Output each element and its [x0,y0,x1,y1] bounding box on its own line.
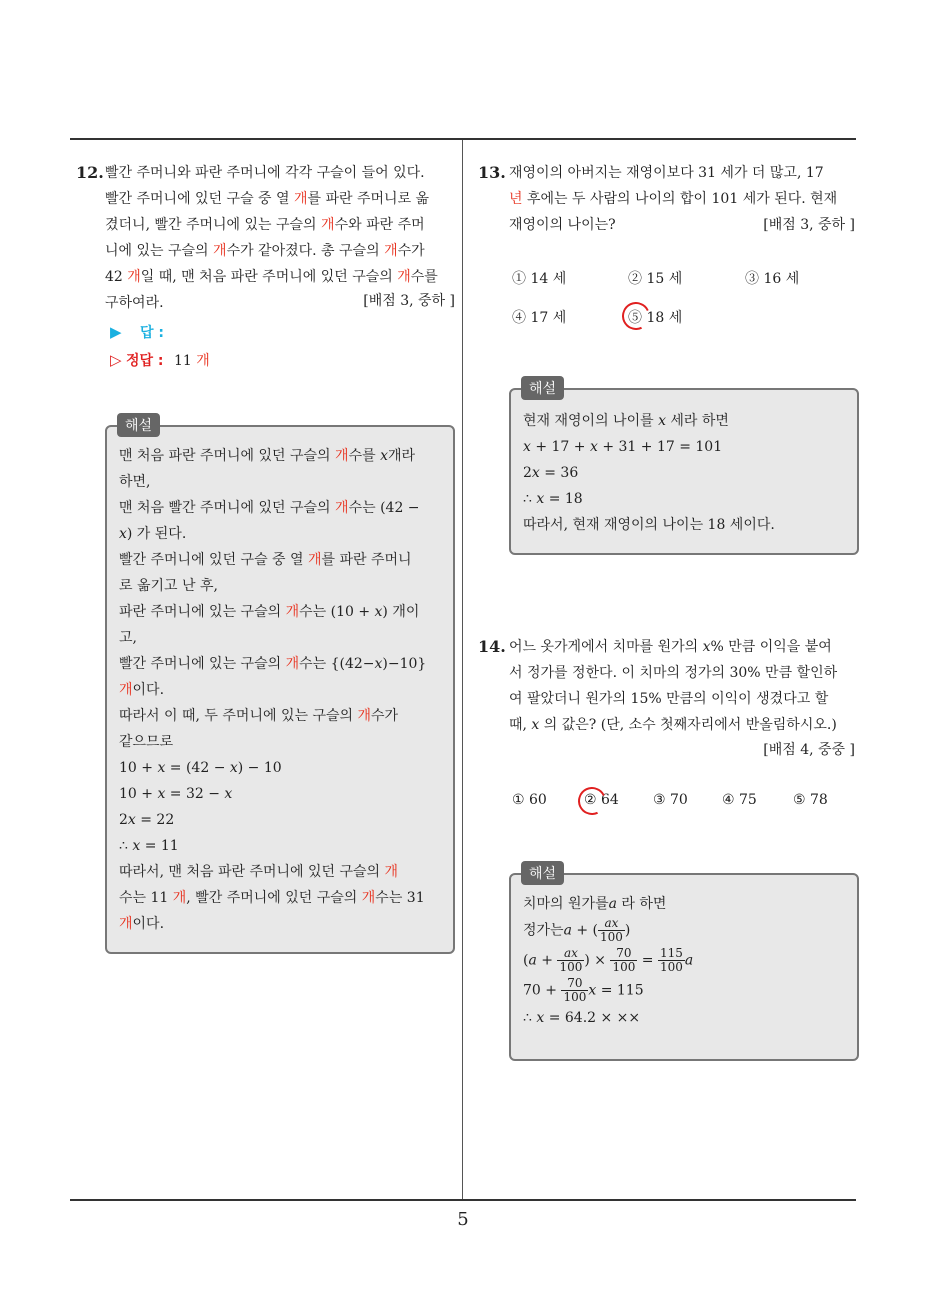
q12-score: [배점 3, 중하 ] [363,293,455,309]
q13-option-2[interactable]: ② 15 세 [628,271,683,287]
fraction: $\frac{115}{100}$ [660,946,683,974]
top-rule [70,138,856,140]
q13-score: [배점 3, 중하 ] [763,217,855,233]
highlight-text: 개 [285,656,300,672]
highlight-text: 개 [357,708,371,724]
text-line [509,160,857,186]
q14-option-1[interactable]: ① 60 [512,792,547,808]
text-line [509,660,859,686]
text-segment: 빨간 주머니와 파란 주머니에 각각 구슬이 들어 있다. [105,165,425,181]
explain-line: 정가는𝑎 + ( $\frac{\text{𝑎𝑥}}{100}$ ) [523,916,631,944]
q12-answer-row [110,322,164,342]
text-segment: 10 + 𝑥 = (42 − 𝑥) − 10 [119,760,282,776]
text-segment: 수와 파란 주머 [334,217,425,233]
correct-value: 11 개 [173,353,210,369]
text-segment: 수가 [397,243,425,259]
explain-line: 치마의 원가를𝑎 라 하면 [523,896,667,912]
highlight-text: 개 [384,243,398,259]
q13-option-3[interactable]: ③ 16 세 [745,271,800,287]
text-segment: 수가 같아졌다. 총 구슬의 [226,243,385,259]
explanation-title: 해설 [521,376,564,400]
text-segment: 같으므로 [119,734,174,750]
q12-explanation-text [119,443,441,937]
text-segment: 어느 옷가게에서 치마를 원가의 𝑥% 만큼 이익을 붙여 [509,639,832,655]
q13-explanation-text [523,408,845,538]
text-line [523,486,845,512]
text-segment: 구하여라. [105,295,164,311]
highlight-text: 개 [119,682,133,698]
highlight-text: 개 [294,191,308,207]
q13-explanation-box [509,381,859,555]
text-segment: 파란 주머니에 있는 구슬의 [119,604,286,620]
fraction: $\frac{70}{100}$ [612,946,636,974]
text-line [523,408,845,434]
answer-circle-mark [574,783,610,819]
text-line [119,677,441,703]
text-line [119,625,441,651]
text-segment: ∴ 𝑥 = 11 [119,838,179,854]
explain-line: (𝑎 + $\frac{\text{𝑎𝑥}}{100}$ ) × $\frac{70}{100}$ = $\frac{115}{100}$ 𝑎 [523,946,694,974]
highlight-text: 개 [308,552,322,568]
text-segment: 현재 재영이의 나이를 𝑥 세라 하면 [523,413,729,429]
text-segment: , 빨간 주머니에 있던 구슬의 [186,890,362,906]
answer-circle-mark [618,298,654,334]
highlight-text: 개 [361,890,376,906]
q14-text [509,634,859,738]
highlight-text: 개 [335,448,349,464]
q14-option-2[interactable]: ② 64 [584,792,619,808]
text-segment: 수가 [371,708,399,724]
q12-correct-row [110,350,210,370]
text-segment: 따라서 이 때, 두 주머니에 있는 구슬의 [119,708,358,724]
text-line [119,755,441,781]
text-line [105,186,455,212]
text-segment: 재영이의 아버지는 재영이보다 31 세가 더 많고, 17 [509,165,824,181]
text-segment: ∴ 𝑥 = 18 [523,491,583,507]
text-segment: 빨간 주머니에 있던 구슬 중 열 [105,191,294,207]
text-segment: 이다. [132,682,165,698]
text-segment: 수를 [410,269,438,285]
q14-option-4[interactable]: ④ 75 [722,792,757,808]
highlight-text: 개 [321,217,335,233]
text-line [523,512,845,538]
q14-explanation-box [509,866,859,1061]
text-segment: 때, 𝑥 의 값은? (단, 소수 첫째자리에서 반올림하시오.) [509,717,837,733]
play-icon: ▶ [110,323,122,341]
text-line [119,781,441,807]
text-line [119,833,441,859]
fraction: $\frac{\text{𝑎𝑥}}{100}$ [559,946,583,974]
text-segment: 맨 처음 빨간 주머니에 있던 구슬의 [119,500,336,516]
highlight-text: 개 [384,864,399,880]
explain-line: ∴ 𝑥 = 64.2 × ×× [523,1010,641,1026]
highlight-text: 개 [119,916,133,932]
text-segment: 이다. [132,916,165,932]
text-segment: 수는 (10 + 𝑥) 개이 [299,604,420,620]
text-line [119,911,441,937]
text-segment: 빨간 주머니에 있던 구슬 중 열 [119,552,308,568]
text-line [509,712,859,738]
text-line [509,186,857,212]
text-segment: 따라서, 현재 재영이의 나이는 18 세이다. [523,517,775,533]
highlight-text: 개 [127,269,141,285]
text-line [509,634,859,660]
text-segment: 후에는 두 사람의 나이의 합이 101 세가 된다. 현재 [522,191,838,207]
text-line [119,885,441,911]
text-line [509,686,859,712]
text-segment: 일 때, 맨 처음 파란 주머니에 있던 구슬의 [140,269,398,285]
q12-number: 12. [76,163,104,182]
fraction: $\frac{\text{𝑎𝑥}}{100}$ [600,916,623,944]
text-line [119,443,441,469]
text-segment: 여 팔았더니 원가의 15% 만큼의 이익이 생겼다고 할 [509,691,829,707]
fraction: $\frac{70}{100}$ [563,976,587,1004]
text-line [523,434,845,460]
text-segment: 𝑥) 가 된다. [119,526,187,542]
q13-option-1[interactable]: ① 14 세 [512,271,567,287]
text-segment: 빨간 주머니에 있는 구슬의 [119,656,286,672]
text-line [119,521,441,547]
text-segment: 10 + 𝑥 = 32 − 𝑥 [119,786,233,802]
highlight-text: 년 [509,191,523,207]
q14-explanation-text [523,893,845,1031]
q14-option-3[interactable]: ③ 70 [653,792,688,808]
text-line [105,238,455,264]
text-segment: 니에 있는 구슬의 [105,243,214,259]
text-line [105,212,455,238]
explain-line: 70 + $\frac{70}{100}$ 𝑥 = 115 [523,976,644,1004]
triangle-outline-icon: ▷ [110,351,122,369]
text-segment: 맨 처음 파란 주머니에 있던 구슬의 [119,448,336,464]
text-segment: 수는 (42 − [348,500,420,516]
text-segment: 수는 {(42−𝑥)−10} [299,656,427,672]
text-segment: 하면, [119,474,151,490]
text-segment: 를 파란 주머니로 옮 [307,191,430,207]
text-line [119,703,441,729]
highlight-text: 개 [213,243,227,259]
q14-option-5[interactable]: ⑤ 78 [793,792,828,808]
text-line [105,160,455,186]
q13-number: 13. [478,163,506,182]
bottom-rule [70,1199,856,1201]
text-line [119,547,441,573]
correct-label: 정답 : [126,353,164,369]
highlight-text: 개 [397,269,411,285]
text-line [119,807,441,833]
text-line [119,859,441,885]
text-line [523,460,845,486]
text-segment: 𝑥 + 17 + 𝑥 + 31 + 17 = 101 [523,439,723,455]
q13-option-4[interactable]: ④ 17 세 [512,310,567,326]
text-line [119,573,441,599]
text-segment: 로 옮기고 난 후, [119,578,218,594]
text-segment: 서 정가를 정한다. 이 치마의 정가의 30% 만큼 할인하 [509,665,838,681]
text-segment: 수는 31 [375,890,425,906]
text-line [119,495,441,521]
q13-option-5[interactable]: ⑤ 18 세 [628,310,683,326]
text-segment: 수는 11 [119,890,173,906]
text-segment: 수를 𝑥개라 [348,448,416,464]
highlight-text: 개 [172,890,187,906]
text-segment: 2𝑥 = 22 [119,812,175,828]
page-number: 5 [457,1209,469,1230]
text-segment: 고, [119,630,137,646]
text-line [119,651,441,677]
q14-score: [배점 4, 중중 ] [763,742,855,758]
explanation-title: 해설 [117,413,160,437]
q12-explanation-box [105,418,455,954]
explanation-title: 해설 [521,861,564,885]
highlight-text: 개 [335,500,349,516]
highlight-text: 개 [285,604,300,620]
text-segment: 42 [105,269,128,285]
text-line [119,599,441,625]
text-segment: 따라서, 맨 처음 파란 주머니에 있던 구슬의 [119,864,385,880]
text-segment: 를 파란 주머니 [321,552,412,568]
text-line [105,264,455,290]
text-segment: 겼더니, 빨간 주머니에 있는 구슬의 [105,217,322,233]
text-line [119,729,441,755]
answer-label: 답 : [140,325,164,341]
text-line [119,469,441,495]
text-segment: 재영이의 나이는? [509,217,616,233]
q14-number: 14. [478,637,506,656]
text-segment: 2𝑥 = 36 [523,465,579,481]
column-divider [462,140,463,1201]
